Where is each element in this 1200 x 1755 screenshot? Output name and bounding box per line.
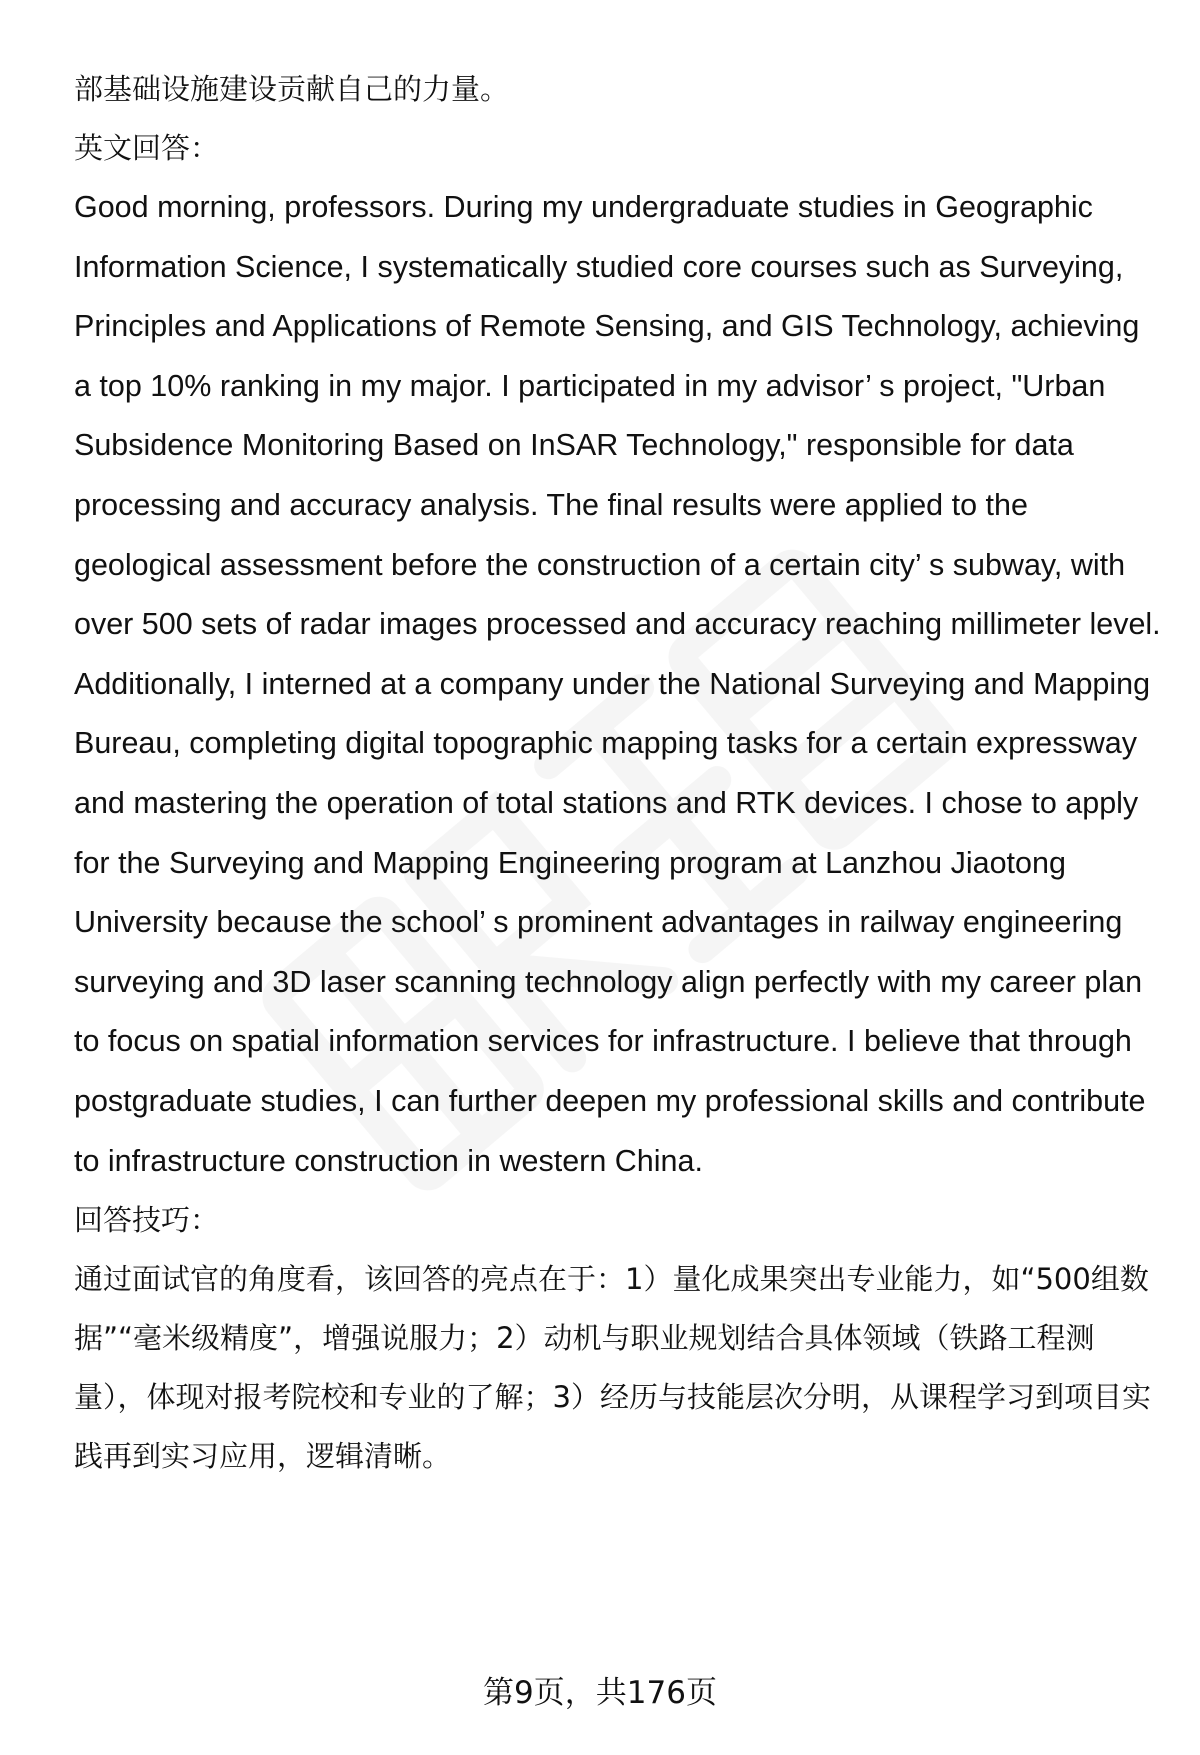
- intro-tail-text: 部基础设施建设贡献自己的力量。: [74, 72, 510, 106]
- english-answer-heading: 英文回答：: [74, 131, 220, 165]
- tips-body: 通过面试官的角度看，该回答的亮点在于：1）量化成果突出专业能力，如“500组数据”“毫米级精度”，增强说服力；2）动机与职业规划结合具体领域（铁路工程测量），体现对报考院校和专业的了解；3）经历与技能层次分明，从课程学习到项目实践再到实习应用，逻辑清晰。: [74, 1262, 1151, 1474]
- document-content: [74, 60, 1164, 1486]
- english-answer-body: Good morning, professors. During my undergraduate studies in Geographic Information Science, I systematically studied core courses such as Surveying, Principles and Applications of Remote Sensing, and GIS Technology, achieving a top 10% ranking in my major. I participated in my advisor’ s project, "Urban Subsidence Monitoring Based on InSAR Technology," responsible for data processing and accuracy analysis. The final results were applied to the geological assessment before the construction of a certain city’ s subway, with over 500 sets of radar images processed and accuracy reaching millimeter level. Additionally, I interned at a company under the National Surveying and Mapping Bureau, completing digital topographic mapping tasks for a certain expressway and mastering the operation of total stations and RTK devices. I chose to apply for the Surveying and Mapping Engineering program at Lanzhou Jiaotong University because the school’ s prominent advantages in railway engineering surveying and 3D laser scanning technology align perfectly with my career plan to focus on spatial information services for infrastructure. I believe that through postgraduate studies, I can further deepen my professional skills and contribute to infrastructure construction in western China.: [74, 190, 1161, 1178]
- tips-heading: 回答技巧：: [74, 1203, 220, 1238]
- page-number: 第9页，共176页: [483, 1675, 717, 1711]
